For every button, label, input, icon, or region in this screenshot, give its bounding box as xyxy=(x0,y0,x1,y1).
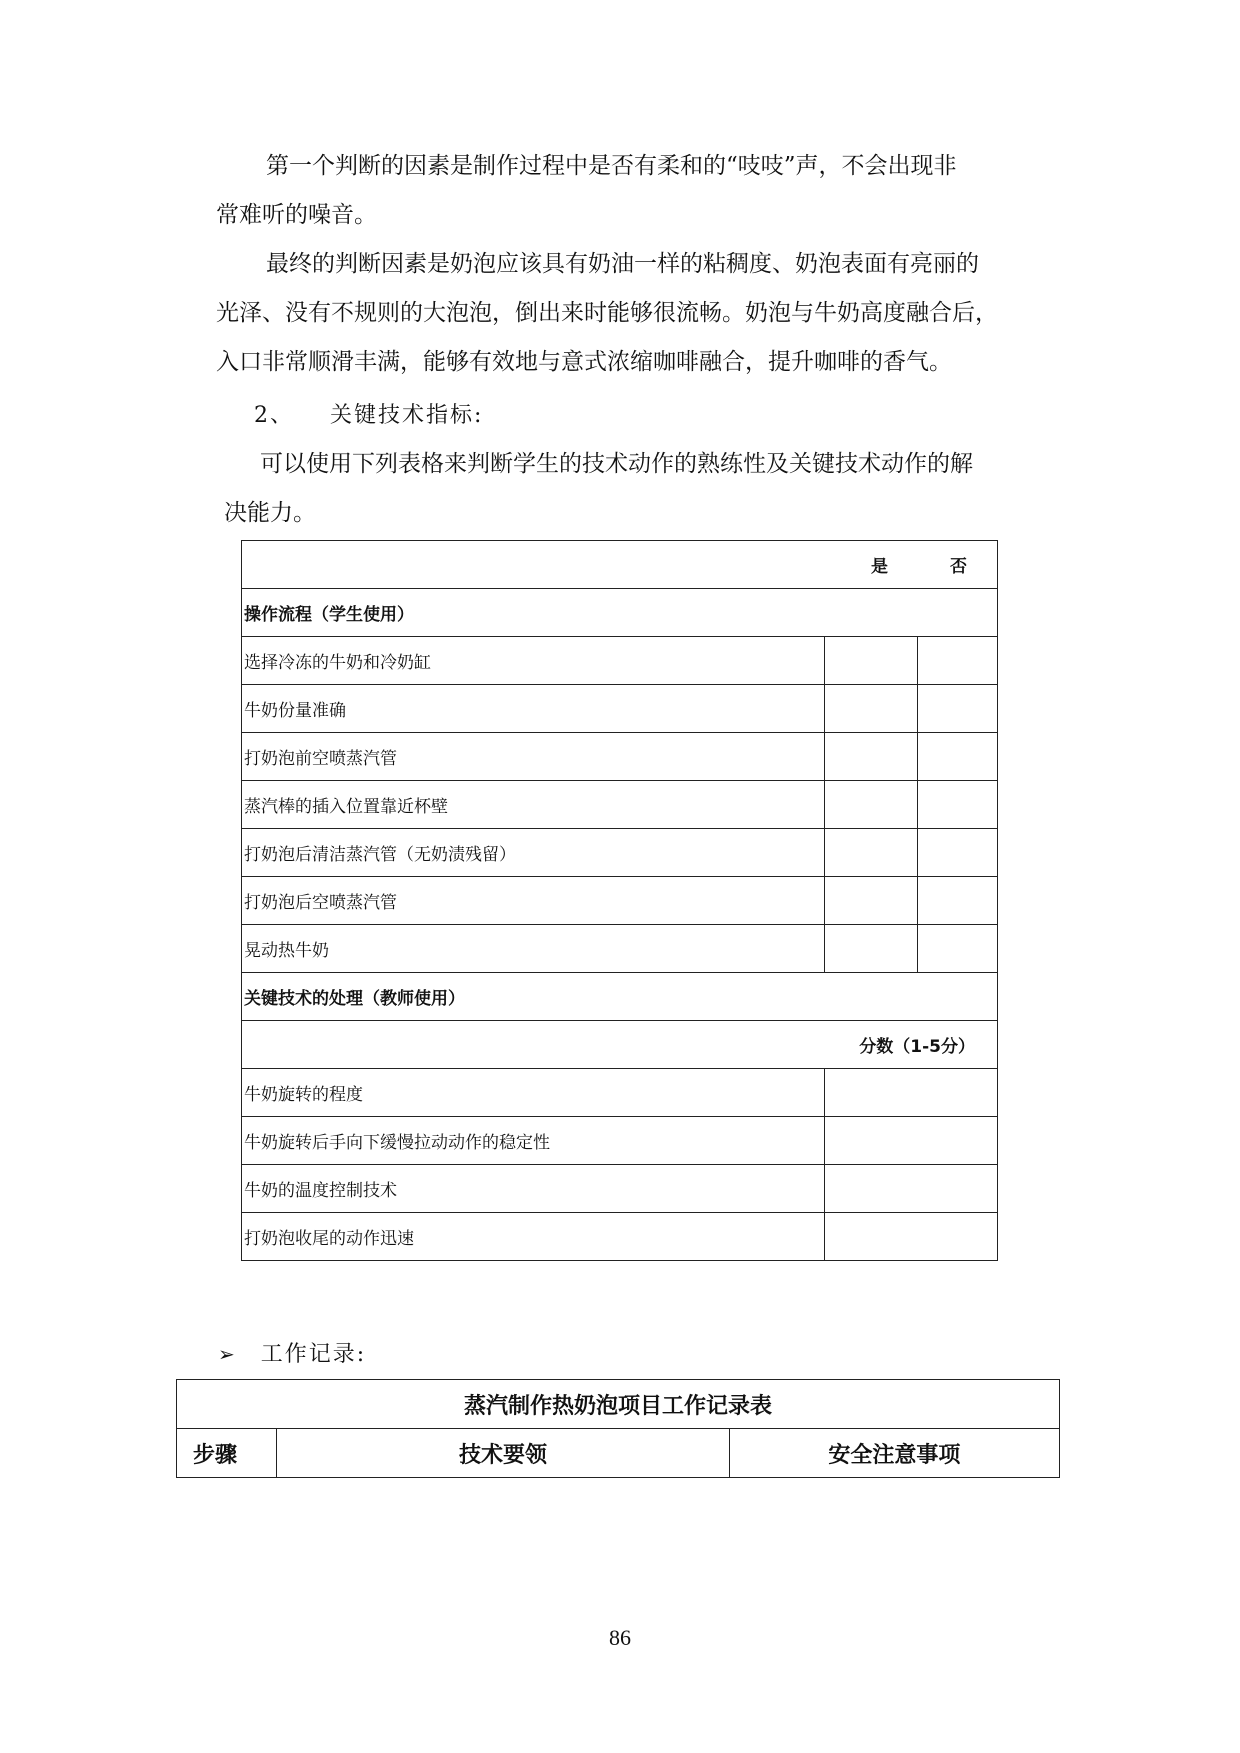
row-label: 牛奶旋转的程度 xyxy=(242,1069,825,1117)
table-row xyxy=(242,685,998,733)
score-header: 分数（1-5分） xyxy=(242,1021,998,1069)
paragraph-2-line-1: 最终的判断因素是奶泡应该具有奶油一样的粘稠度、奶泡表面有亮丽的 xyxy=(266,251,979,277)
table-row-score-header xyxy=(242,1021,998,1069)
paragraph-2-line-3: 入口非常顺滑丰满，能够有效地与意式浓缩咖啡融合，提升咖啡的香气。 xyxy=(216,349,952,375)
paragraph-1 xyxy=(216,142,1056,240)
paragraph-3-line-1: 可以使用下列表格来判断学生的技术动作的熟练性及关键技术动作的解 xyxy=(260,451,973,477)
no-checkbox-cell[interactable] xyxy=(918,685,998,733)
paragraph-1-line-1: 第一个判断的因素是制作过程中是否有柔和的“吱吱”声，不会出现非 xyxy=(266,153,957,179)
evaluation-table xyxy=(241,540,998,1261)
row-label: 打奶泡后清洁蒸汽管（无奶渍残留） xyxy=(242,829,825,877)
table-row xyxy=(242,1069,998,1117)
row-label: 牛奶旋转后手向下缓慢拉动动作的稳定性 xyxy=(242,1117,825,1165)
work-record-table xyxy=(176,1379,1060,1478)
yes-checkbox-cell[interactable] xyxy=(824,781,917,829)
score-cell[interactable] xyxy=(824,1069,997,1117)
table-row-yes-no-header xyxy=(242,541,998,589)
row-label: 晃动热牛奶 xyxy=(242,925,825,973)
arrow-bullet-icon: ➢ xyxy=(218,1342,237,1366)
table-row xyxy=(242,1213,998,1261)
section-a-title: 操作流程（学生使用） xyxy=(242,589,998,637)
page-number: 86 xyxy=(609,1625,631,1650)
score-cell[interactable] xyxy=(824,1213,997,1261)
table-row xyxy=(242,1165,998,1213)
no-checkbox-cell[interactable] xyxy=(918,877,998,925)
table-row xyxy=(242,781,998,829)
table-row xyxy=(242,733,998,781)
yes-checkbox-cell[interactable] xyxy=(824,829,917,877)
row-label: 打奶泡前空喷蒸汽管 xyxy=(242,733,825,781)
table-row-section-a-title xyxy=(242,589,998,637)
paragraph-2-line-2: 光泽、没有不规则的大泡泡，倒出来时能够很流畅。奶泡与牛奶高度融合后， xyxy=(216,300,998,326)
no-checkbox-cell[interactable] xyxy=(918,781,998,829)
no-checkbox-cell[interactable] xyxy=(918,829,998,877)
row-label: 选择冷冻的牛奶和冷奶缸 xyxy=(242,637,825,685)
yes-checkbox-cell[interactable] xyxy=(824,877,917,925)
paragraph-3-line-2: 决能力。 xyxy=(224,500,316,526)
yes-label: 是 xyxy=(871,557,888,577)
table-row xyxy=(242,637,998,685)
no-checkbox-cell[interactable] xyxy=(918,637,998,685)
column-header-technique: 技术要领 xyxy=(277,1429,730,1478)
paragraph-2 xyxy=(216,240,1056,387)
table-row-column-headers xyxy=(177,1429,1060,1478)
row-label: 牛奶份量准确 xyxy=(242,685,825,733)
work-record-label: 工作记录: xyxy=(260,1342,367,1367)
yes-no-header xyxy=(242,541,998,589)
row-label: 打奶泡收尾的动作迅速 xyxy=(242,1213,825,1261)
yes-checkbox-cell[interactable] xyxy=(824,733,917,781)
table-row xyxy=(242,829,998,877)
yes-checkbox-cell[interactable] xyxy=(824,685,917,733)
no-label: 否 xyxy=(950,557,967,577)
column-header-safety: 安全注意事项 xyxy=(729,1429,1059,1478)
paragraph-3 xyxy=(216,440,1056,538)
section-2-heading xyxy=(254,396,483,436)
table-row xyxy=(242,1117,998,1165)
row-label: 打奶泡后空喷蒸汽管 xyxy=(242,877,825,925)
work-record-table-title: 蒸汽制作热奶泡项目工作记录表 xyxy=(177,1380,1060,1429)
paragraph-1-line-2: 常难听的噪音。 xyxy=(216,202,377,228)
table-row xyxy=(242,877,998,925)
score-cell[interactable] xyxy=(824,1165,997,1213)
table-row-section-b-title xyxy=(242,973,998,1021)
yes-checkbox-cell[interactable] xyxy=(824,637,917,685)
no-checkbox-cell[interactable] xyxy=(918,733,998,781)
score-cell[interactable] xyxy=(824,1117,997,1165)
yes-checkbox-cell[interactable] xyxy=(824,925,917,973)
no-checkbox-cell[interactable] xyxy=(918,925,998,973)
section-2-title: 关键技术指标: xyxy=(330,403,484,428)
row-label: 蒸汽棒的插入位置靠近杯壁 xyxy=(242,781,825,829)
section-b-title: 关键技术的处理（教师使用） xyxy=(242,973,998,1021)
table-row-title xyxy=(177,1380,1060,1429)
table-row xyxy=(242,925,998,973)
column-header-step: 步骤 xyxy=(177,1429,277,1478)
row-label: 牛奶的温度控制技术 xyxy=(242,1165,825,1213)
work-record-heading xyxy=(218,1336,366,1373)
section-2-number: 2、 xyxy=(254,403,294,428)
